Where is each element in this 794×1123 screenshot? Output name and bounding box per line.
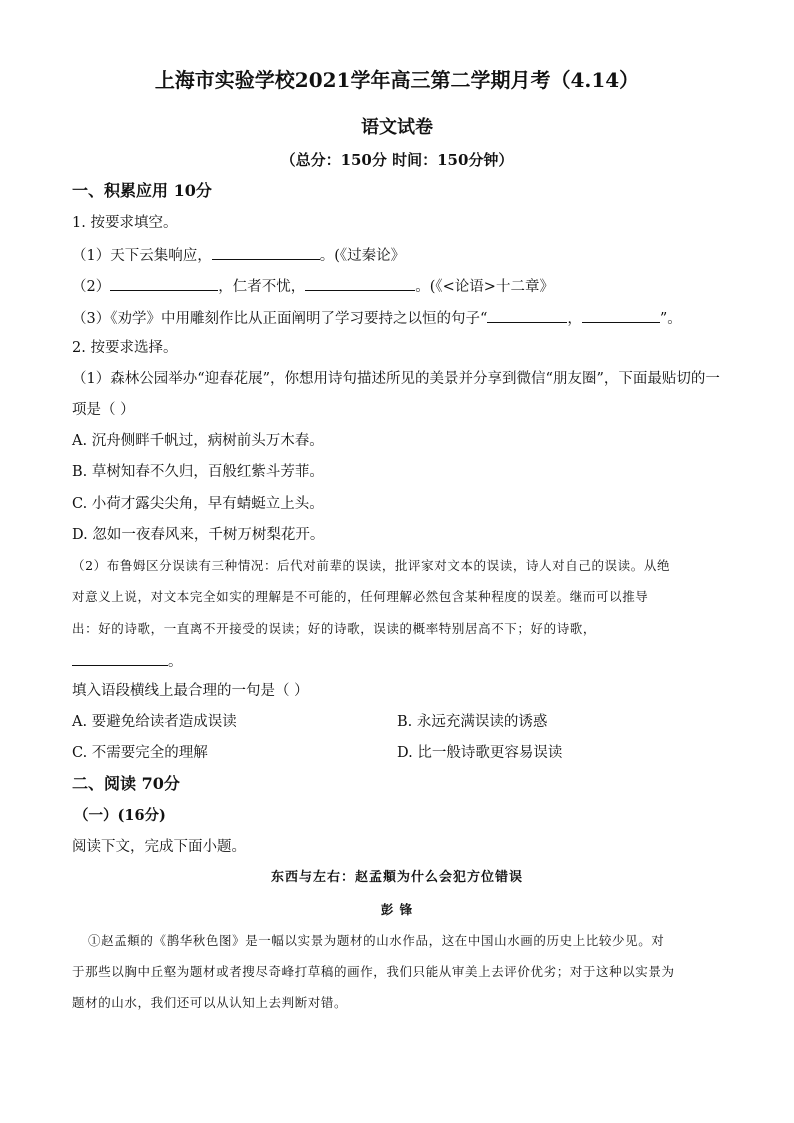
- question-2-2-prompt: 填入语段横线上最合理的一句是（ ）: [72, 683, 309, 699]
- part-heading: （一）(16分): [74, 807, 166, 824]
- answer-blank[interactable]: [72, 650, 168, 666]
- question-1-1-text-a: （1）天下云集响应，: [72, 248, 212, 264]
- option-a[interactable]: A. 沉舟侧畔千帆过，病树前头万木春。: [72, 433, 324, 449]
- option-d[interactable]: D. 比一般诗歌更容易误读: [397, 745, 563, 761]
- option-c[interactable]: C. 小荷才露尖尖角，早有蜻蜓立上头。: [72, 496, 324, 512]
- question-2-2-passage-line4: [72, 650, 183, 672]
- exam-subtitle: 语文试卷: [361, 117, 433, 138]
- question-1-2-text-b: ，仁者不忧，: [218, 279, 306, 295]
- article-paragraph-1-line1: ①赵孟頫的《鹊华秋色图》是一幅以实景为题材的山水作品，这在中国山水画的历史上比较少见。对: [88, 933, 665, 948]
- question-1-3: [72, 307, 682, 329]
- section-heading-1: 一、积累应用 10分: [72, 181, 212, 200]
- option-c[interactable]: C. 不需要完全的理解: [72, 745, 208, 761]
- question-2-2-passage-line2: 对意义上说，对文本完全如实的理解是不可能的，任何理解必然包含某种程度的误差。继而可以推导: [72, 589, 649, 604]
- question-2-1-stem-line2: 项是（ ）: [72, 402, 135, 418]
- question-1-1-text-b: 。(《过秦论》: [319, 248, 406, 264]
- answer-blank[interactable]: [582, 307, 660, 323]
- question-2-2-passage-line1: （2）布鲁姆区分误读有三种情况：后代对前辈的误读，批评家对文本的误读，诗人对自己的误读。从绝: [72, 558, 671, 573]
- answer-blank[interactable]: [212, 244, 320, 260]
- question-2-1-stem-line1: （1）森林公园举办“迎春花展”，你想用诗句描述所见的美景并分享到微信“朋友圈”，下面最贴切的一: [72, 371, 720, 387]
- question-1-label: 1. 按要求填空。: [72, 215, 178, 231]
- answer-blank[interactable]: [110, 275, 218, 291]
- article-paragraph-1-line2: 于那些以胸中丘壑为题材或者搜尽奇峰打草稿的画作，我们只能从审美上去评价优劣；对于这种以实景为: [72, 964, 675, 979]
- question-2-2-passage-line3: 出：好的诗歌，一直离不开接受的误读；好的诗歌，误读的概率特别居高不下；好的诗歌，: [72, 621, 597, 636]
- question-1-1: [72, 244, 405, 266]
- question-1-2-text-a: （2）: [72, 279, 111, 295]
- question-1-3-text-c: ”。: [659, 311, 682, 327]
- question-1-3-text-b: ，: [567, 311, 582, 327]
- exam-title: 上海市实验学校2021学年高三第二学期月考（4.14）: [154, 68, 640, 92]
- reading-instruction: 阅读下文，完成下面小题。: [72, 839, 246, 855]
- article-author: 彭 锋: [380, 902, 414, 917]
- option-b[interactable]: B. 永远充满误读的诱惑: [397, 714, 548, 730]
- question-1-3-text-a: （3）《劝学》中用雕刻作比从正面阐明了学习要持之以恒的句子“: [72, 311, 488, 327]
- answer-blank[interactable]: [487, 307, 567, 323]
- article-title: 东西与左右：赵孟頫为什么会犯方位错误: [270, 870, 523, 885]
- question-2-label: 2. 按要求选择。: [72, 340, 178, 356]
- answer-blank[interactable]: [305, 275, 415, 291]
- option-b[interactable]: B. 草树知春不久归，百般红紫斗芳菲。: [72, 464, 324, 480]
- article-paragraph-1-line3: 题材的山水，我们还可以从认知上去判断对错。: [72, 995, 348, 1010]
- question-1-2-text-c: 。(《<论语>十二章》: [415, 279, 554, 295]
- option-a[interactable]: A. 要避免给读者造成误读: [72, 714, 237, 730]
- question-2-2-end-mark: 。: [168, 654, 183, 670]
- exam-info: （总分：150分 时间：150分钟）: [280, 151, 514, 169]
- section-heading-2: 二、阅读 70分: [72, 774, 180, 793]
- question-1-2: [72, 275, 554, 297]
- option-d[interactable]: D. 忽如一夜春风来，千树万树梨花开。: [72, 527, 325, 543]
